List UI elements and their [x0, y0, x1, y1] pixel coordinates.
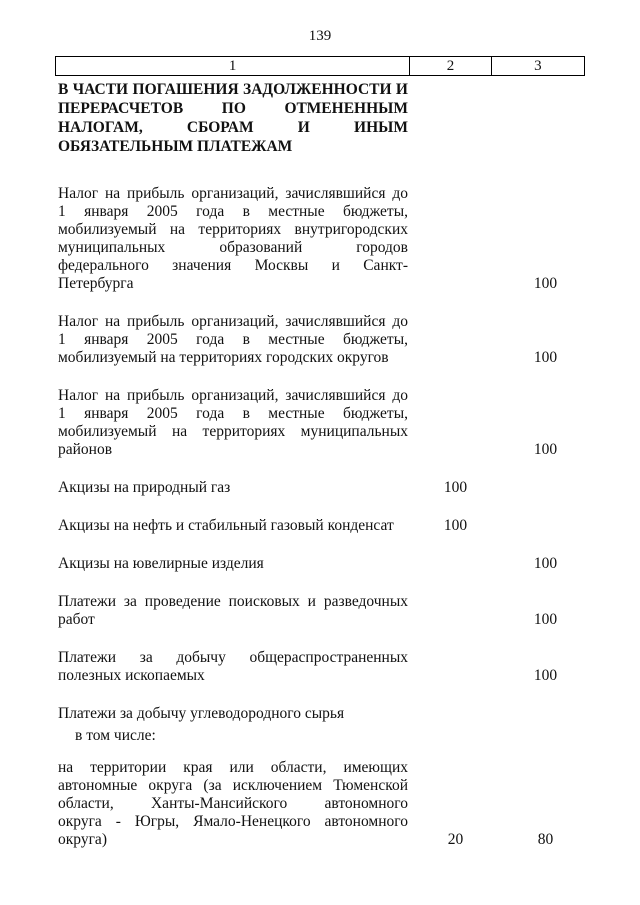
row-line: в том числе: [75, 727, 156, 744]
row-description [58, 727, 408, 745]
row-col3-value: 100 [533, 611, 558, 628]
row-line: мобилизуемый на территориях муниципальных [58, 423, 408, 440]
section-heading [58, 80, 408, 156]
row-description [58, 593, 408, 629]
page-number: 139 [308, 28, 332, 44]
row-line: 1 января 2005 года в местные бюджеты, [58, 203, 408, 220]
table-row [58, 727, 588, 745]
row-line: 1 января 2005 года в местные бюджеты, [58, 331, 408, 348]
heading-line: ОБЯЗАТЕЛЬНЫМ ПЛАТЕЖАМ [58, 138, 293, 155]
row-col2-value: 100 [443, 517, 468, 534]
table-row [58, 705, 588, 723]
row-line: муниципальных образований городов [58, 239, 408, 256]
row-line: работ [58, 611, 95, 628]
row-col2-value: 20 [447, 831, 464, 848]
row-line: Платежи за добычу общераспространенных [58, 649, 408, 666]
table-row [58, 593, 588, 629]
heading-line: В ЧАСТИ ПОГАШЕНИЯ ЗАДОЛЖЕННОСТИ И [58, 81, 408, 98]
row-col3-value: 100 [533, 441, 558, 458]
table-row [58, 555, 588, 573]
column-header-3: 3 [491, 57, 584, 76]
row-description [58, 759, 408, 849]
row-col3-value: 100 [533, 667, 558, 684]
row-line: области, Ханты-Мансийского автономного [58, 795, 408, 812]
heading-line: ПЕРЕРАСЧЕТОВ ПО ОТМЕНЕННЫМ [58, 100, 408, 117]
row-line: Налог на прибыль организаций, зачислявшийся до [58, 387, 408, 404]
row-line: на территории края или области, имеющих [58, 759, 408, 776]
row-description [58, 185, 408, 293]
column-header-table [55, 56, 585, 76]
row-col3-value: 100 [533, 275, 558, 292]
row-line: федерального значения Москвы и Санкт- [58, 257, 408, 274]
table-row [58, 313, 588, 367]
row-description [58, 649, 408, 685]
heading-line: НАЛОГАМ, СБОРАМ И ИНЫМ [58, 119, 408, 136]
table-row [58, 649, 588, 685]
row-description [58, 313, 408, 367]
row-description [58, 555, 408, 573]
row-col3-value: 100 [533, 555, 558, 572]
row-col2-value: 100 [443, 479, 468, 496]
row-line: Акцизы на природный газ [58, 479, 231, 496]
row-description [58, 705, 408, 723]
row-line: Платежи за добычу углеводородного сырья [58, 705, 345, 722]
table-row [58, 185, 588, 293]
table-row [58, 387, 588, 459]
row-line: мобилизуемый на территориях городских округов [58, 349, 389, 366]
row-line: округа - Югры, Ямало-Ненецкого автономного [58, 813, 408, 830]
row-description [58, 387, 408, 459]
column-header-1: 1 [56, 57, 410, 76]
row-line: Налог на прибыль организаций, зачислявшийся до [58, 313, 408, 330]
row-line: Акцизы на нефть и стабильный газовый конденсат [58, 517, 394, 534]
row-line: Платежи за проведение поисковых и разведочных [58, 593, 408, 610]
row-line: Петербурга [58, 275, 134, 292]
table-row [58, 759, 588, 849]
row-col3-value: 100 [533, 349, 558, 366]
row-line: 1 января 2005 года в местные бюджеты, [58, 405, 408, 422]
row-line: Акцизы на ювелирные изделия [58, 555, 264, 572]
row-description [58, 479, 408, 497]
table-row [58, 479, 588, 497]
row-line: Налог на прибыль организаций, зачислявшийся до [58, 185, 408, 202]
table-row [58, 517, 588, 535]
column-header-2: 2 [410, 57, 491, 76]
row-line: мобилизуемый на территориях внутригородских [58, 221, 408, 238]
row-line: полезных ископаемых [58, 667, 205, 684]
row-line: округа) [58, 831, 107, 848]
row-col3-value: 80 [537, 831, 554, 848]
document-body [58, 80, 588, 849]
row-description [58, 517, 408, 535]
row-line: районов [58, 441, 113, 458]
row-line: автономные округа (за исключением Тюменской [58, 777, 408, 794]
